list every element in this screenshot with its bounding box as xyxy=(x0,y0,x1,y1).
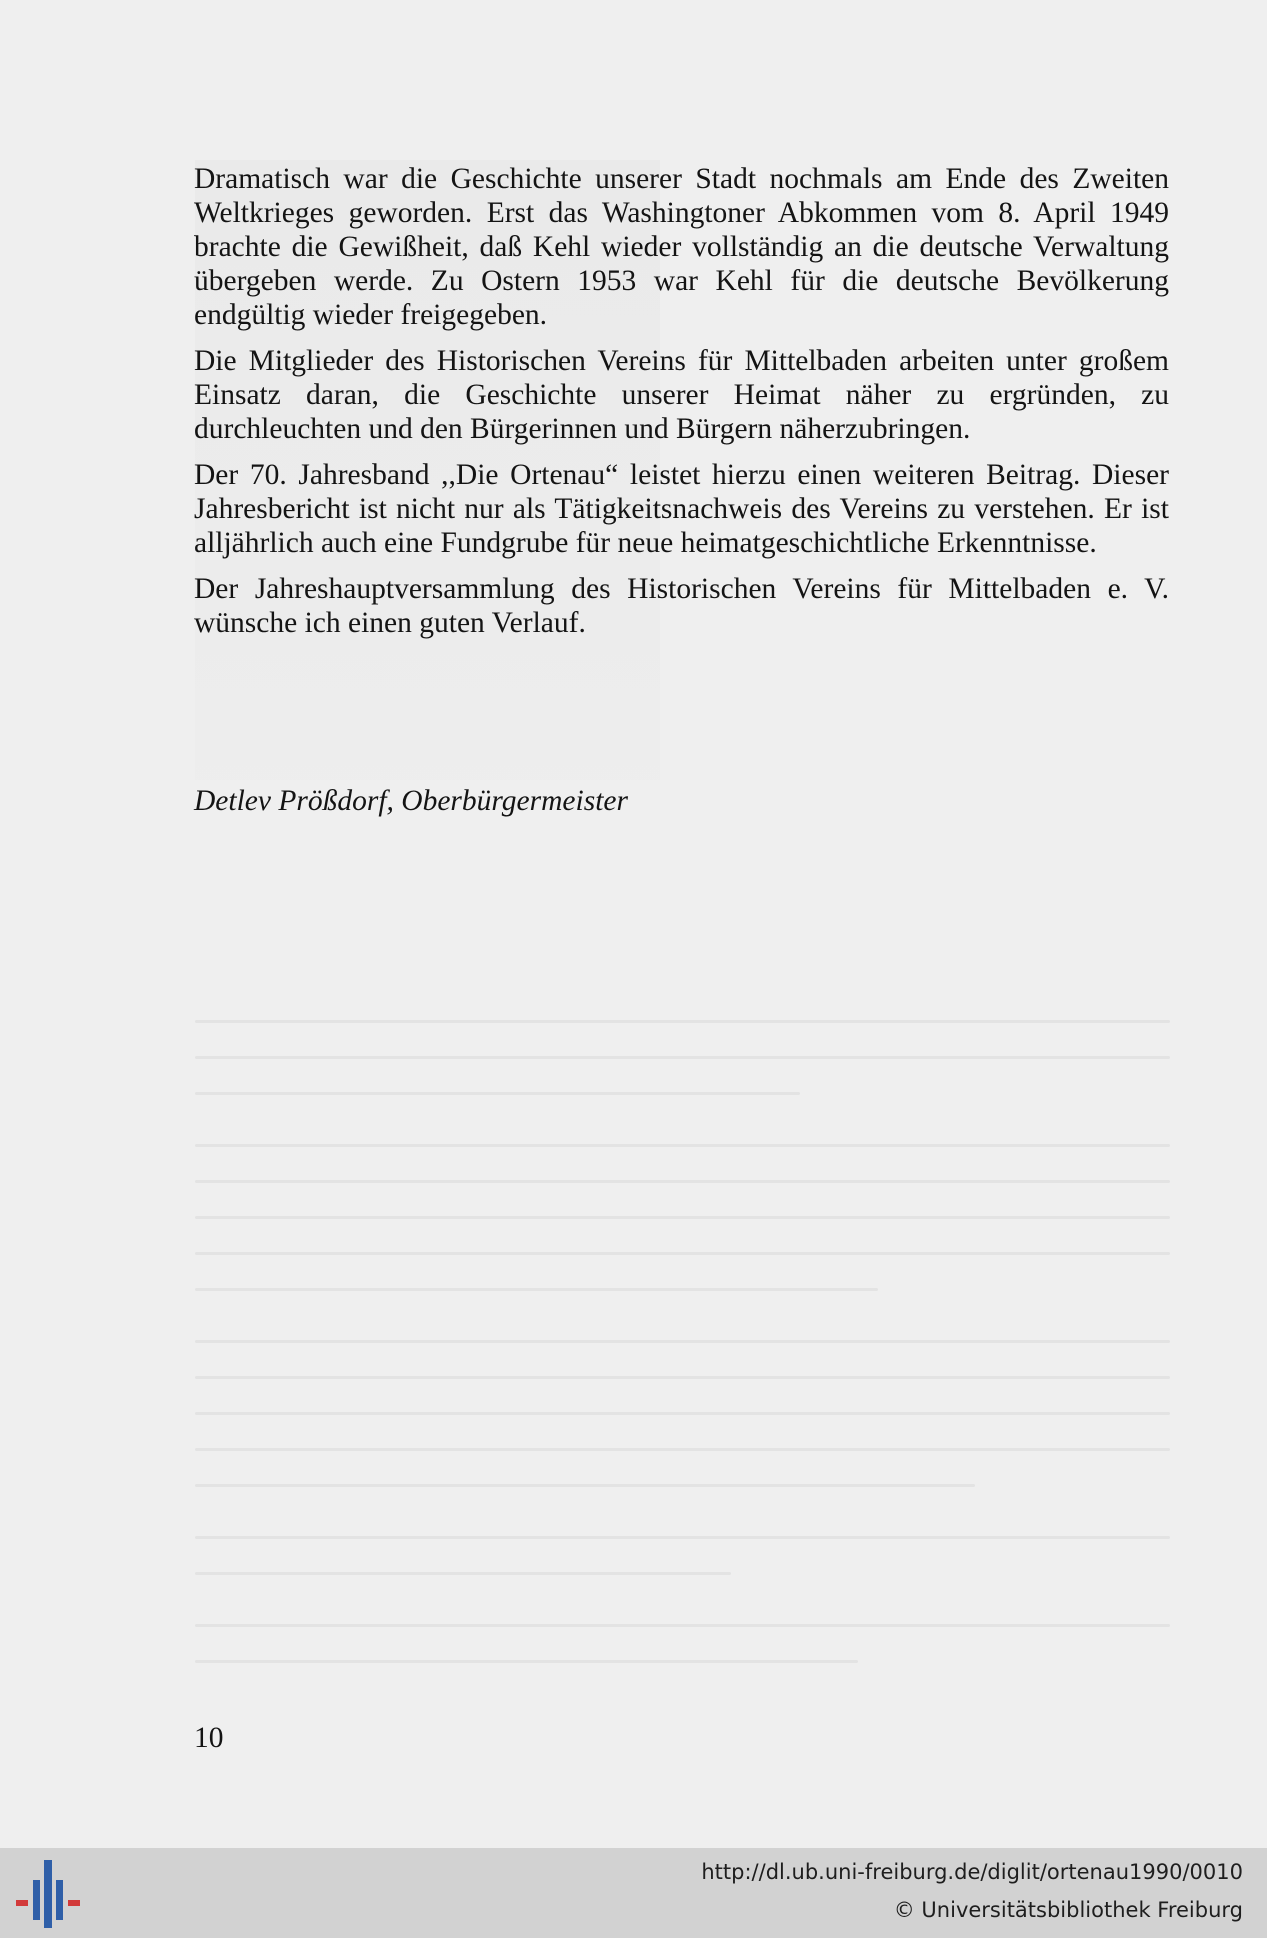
signature: Detlev Prößdorf, Oberbürgermeister xyxy=(194,785,628,817)
paragraph: Dramatisch war die Geschichte unserer Stadt nochmals am Ende des Zweiten Weltkrieges geworden. Erst das Washingtoner Abkommen vom 8. April 1949 brachte die Gewißheit, daß Kehl wieder vollständig an die deutsche Verwaltung übergeben werde. Zu Ostern 1953 war Kehl für die deutsche Bevölkerung endgültig wieder freigegeben. xyxy=(194,163,1169,331)
paragraph: Die Mitglieder des Historischen Vereins für Mittelbaden arbeiten unter großem Einsatz daran, die Geschichte unserer Heimat näher zu ergründen, zu durchleuchten und den Bürgerinnen und Bürgern näherzubringen. xyxy=(194,345,1169,445)
copyright-notice: © Universitätsbibliothek Freiburg xyxy=(893,1898,1243,1922)
paragraph: Der 70. Jahresband ,,Die Ortenau“ leistet hierzu einen weiteren Beitrag. Dieser Jahresbericht ist nicht nur als Tätigkeitsnachweis des Vereins zu verstehen. Er ist alljährlich auch eine Fundgrube für neue heimatgeschichtliche Erkenntnisse. xyxy=(194,459,1169,559)
page-number: 10 xyxy=(194,1722,224,1754)
bleed-through-text xyxy=(195,1020,1170,1696)
footer-bar xyxy=(0,1848,1267,1938)
ub-freiburg-logo-icon xyxy=(14,1858,84,1930)
permalink-url[interactable]: http://dl.ub.uni-freiburg.de/diglit/ortenau1990/0010 xyxy=(701,1860,1243,1884)
paragraph: Der Jahreshauptversammlung des Historischen Vereins für Mittelbaden e. V. wünsche ich einen guten Verlauf. xyxy=(194,573,1169,639)
body-text xyxy=(194,162,1169,652)
